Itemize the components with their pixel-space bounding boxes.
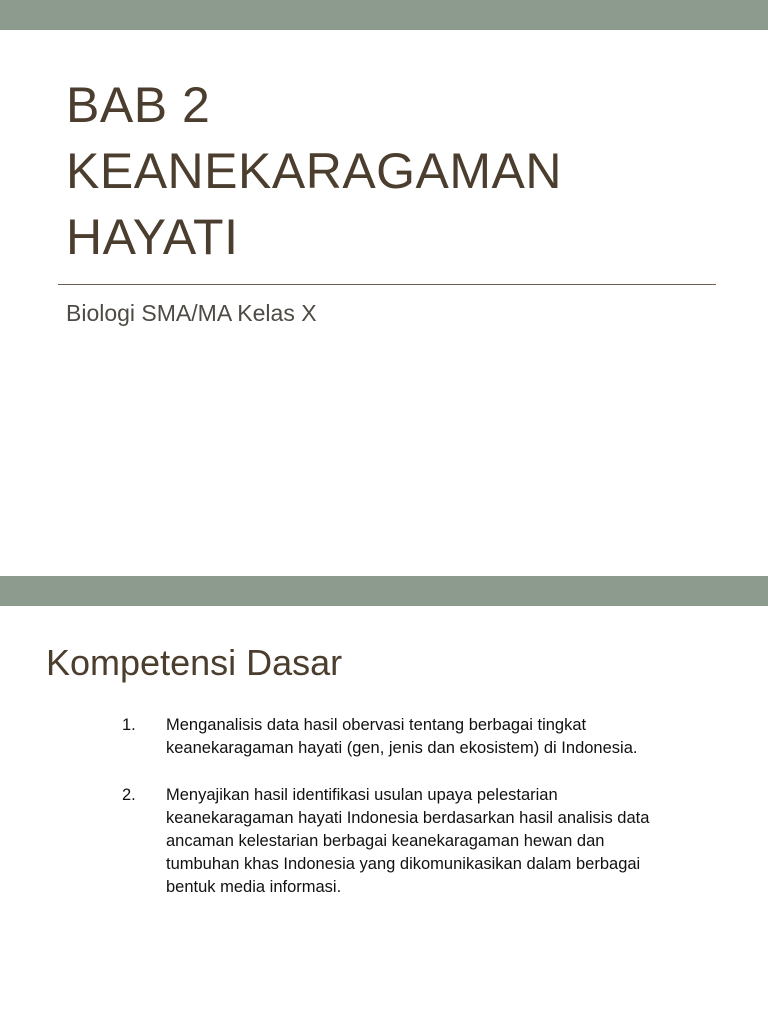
slide1-top-band [0,0,768,30]
list-item-number: 1. [122,716,136,734]
title-divider [58,284,716,285]
list-item [122,714,662,760]
list-item [122,784,662,899]
slide1-title-line-2: KEANEKARAGAMAN [66,143,563,199]
list-item-text: Menganalisis data hasil obervasi tentang berbagai tingkat keanekaragaman hayati (gen, jenis dan ekosistem) di Indonesia. [166,716,638,757]
kompetensi-list [122,714,662,923]
slide2-title: Kompetensi Dasar [46,642,343,683]
slide2-top-band [0,576,768,606]
slide1-title [66,72,746,270]
slide1-subtitle: Biologi SMA/MA Kelas X [66,300,317,326]
slide1-title-line-3: HAYATI [66,209,239,265]
slide1-title-line-1: BAB 2 [66,77,211,133]
list-item-text: Menyajikan hasil identifikasi usulan upaya pelestarian keanekaragaman hayati Indonesia berdasarkan hasil analisis data ancaman kelestarian berbagai keanekaragaman hewan dan tumbuhan khas Indonesia yang dikomunikasikan dalam berbagai bentuk media informasi. [166,786,650,896]
list-item-number: 2. [122,786,136,804]
